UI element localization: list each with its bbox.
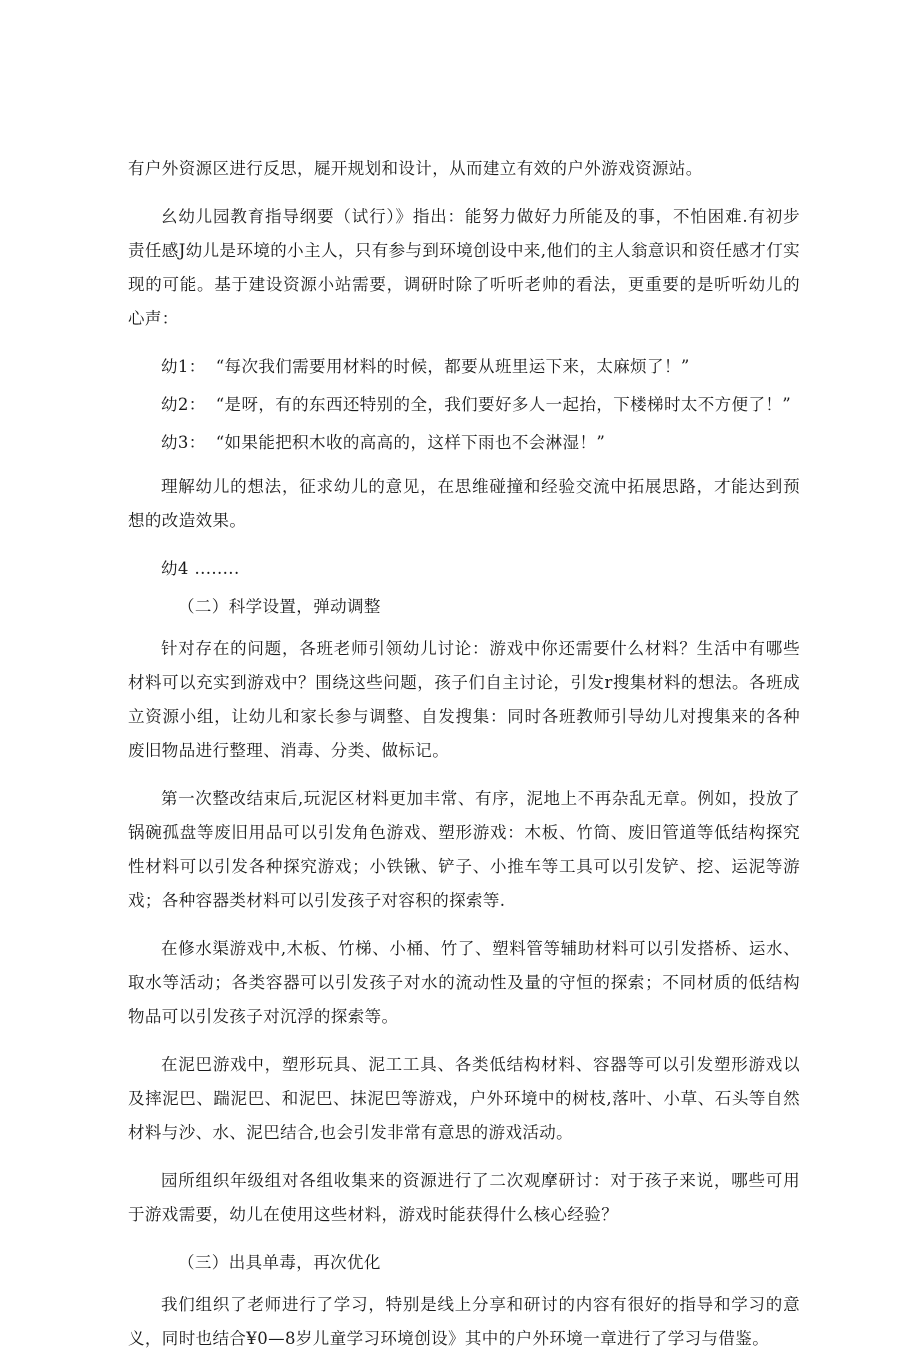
dialog-line-2 [128,388,800,422]
document-body [128,152,800,1370]
paragraph-observation: 园所组织年级组对各组收集来的资源进行了二次观摩研讨：对于孩子来说，哪些可用于游戏需要，幼儿在使用这些材料，游戏时能获得什么核心经验？ [128,1171,800,1224]
paragraph-first-revision: 第一次整改结束后,玩泥区材料更加丰常、有序，泥地上不再杂乱无章。例如，投放了锅碗孤盘等废旧用品可以引发角色游戏、塑形游戏：木板、竹筒、废旧管道等低结构探究性材料可以引发各种探究游戏；小铁锹、铲子、小推车等工具可以引发铲、挖、运泥等游戏；各种容器类材料可以引发孩子对容积的探索等. [128,789,800,910]
paragraph-study: 我们组织了老师进行了学习，特别是线上分享和研讨的内容有很好的指导和学习的意义，同时也结合¥0—8岁儿童学习环境创设》其中的户外环境一章进行了学习与借鉴。 [128,1295,800,1348]
section-heading-3: （三）出具单毒，再次优化 [178,1253,381,1272]
dialog-speaker: 幼2： [161,395,206,414]
paragraph-child-4: 幼4 ........ [161,559,240,578]
dialog-speaker: 幼1： [161,357,206,376]
paragraph-mud-game: 在泥巴游戏中，塑形玩具、泥工工具、各类低结构材料、容器等可以引发塑形游戏以及摔泥巴、踹泥巴、和泥巴、抹泥巴等游戏，户外环境中的树枝,落叶、小草、石头等自然材料与沙、水、泥巴结合,也会引发非常有意思的游戏活动。 [128,1055,800,1142]
paragraph-guideline: 幺幼儿园教育指导纲要（试行）》指出：能努力做好力所能及的事，不怕困难.有初步责任感J幼儿是环境的小主人，只有参与到环境创设中来,他们的主人翁意识和资任感才仃实现的可能。基于建设资源小站需要，调研时除了听听老帅的看法，更重要的是听听幼儿的心声： [128,207,800,328]
section-heading-2: （二）科学设置，弹动调整 [178,597,381,616]
paragraph-discussion: 针对存在的问题，各班老师引领幼儿讨论：游戏中你还需要什么材料？生活中有哪些材料可以充实到游戏中？围绕这些问题，孩子们自主讨论，引发r搜集材料的想法。各班成立资源小组，让幼儿和家长参与调整、自发搜集：同时各班教师引导幼儿对搜集来的各种废旧物品进行整理、消毒、分类、做标记。 [128,639,800,760]
dialog-text: “每次我们需要用材料的时候，都要从班里运下来，太麻烦了！” [215,357,690,376]
dialog-text: “如果能把积木收的高高的，这样下雨也不会淋湿！” [215,433,606,452]
paragraph-understanding: 理解幼儿的想法，征求幼儿的意见，在思维碰撞和经验交流中拓展思路，才能达到预想的改造效果。 [128,477,800,530]
dialog-line-3 [128,426,800,460]
paragraph-canal-game: 在修水渠游戏中,木板、竹梯、小桶、竹了、塑料管等辅助材料可以引发搭桥、运水、取水等活动；各类容器可以引发孩子对水的流动性及量的守恒的探索；不同材质的低结构物品可以引发孩子对沉浮的探索等。 [128,939,800,1026]
dialog-line-1 [128,350,800,384]
paragraph-intro: 有户外资源区进行反思，屣开规划和设计，从而建立有效的户外游戏资源站。 [128,159,703,178]
dialog-text: “是呀，有的东西还特别的全，我们要好多人一起抬，下楼梯时太不方便了！” [215,395,792,414]
dialog-speaker: 幼3： [161,433,206,452]
